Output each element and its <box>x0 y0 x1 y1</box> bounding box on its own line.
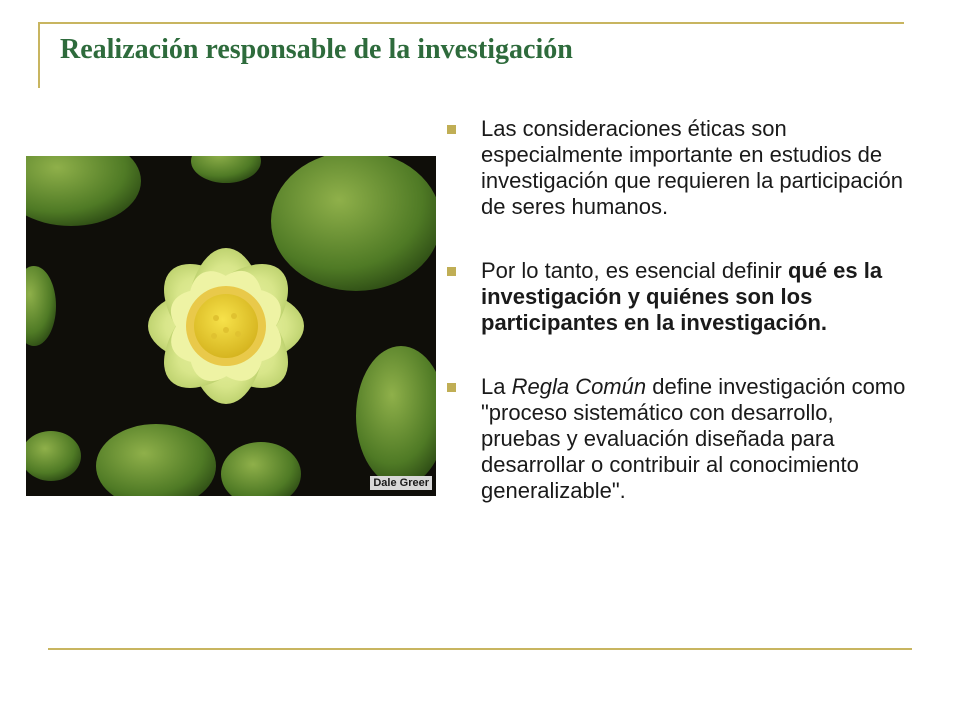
bullet-item <box>444 116 914 220</box>
bullet-text-continued: define investigación como "proceso sistemático con desarrollo, pruebas y evaluación diseñada para desarrollar o contribuir al conocimiento generalizable". <box>481 374 906 503</box>
bullet-italic-text: Regla Común <box>511 374 647 399</box>
square-bullet-icon <box>447 383 456 392</box>
slide-title: Realización responsable de la investigación <box>60 34 573 65</box>
bottom-rule <box>48 648 912 650</box>
bullet-item <box>444 258 914 336</box>
lotus-flower-photo <box>26 156 436 496</box>
square-bullet-icon <box>447 267 456 276</box>
bullet-text: La <box>481 374 512 399</box>
lotus-flower-illustration <box>26 156 436 496</box>
bullet-list <box>444 116 914 542</box>
bullet-text: Por lo tanto, es esencial definir <box>481 258 788 283</box>
bullet-text: Las consideraciones éticas son especialmente importante en estudios de investigación que requieren la participación de seres humanos. <box>481 116 903 219</box>
photo-credit: Dale Greer <box>370 476 432 490</box>
bullet-item <box>444 374 914 504</box>
top-rule <box>40 22 904 24</box>
left-rule <box>38 22 40 88</box>
square-bullet-icon <box>447 125 456 134</box>
bullet-bold-text: qué es la investigación y quiénes son los participantes en la investigación. <box>481 258 883 335</box>
